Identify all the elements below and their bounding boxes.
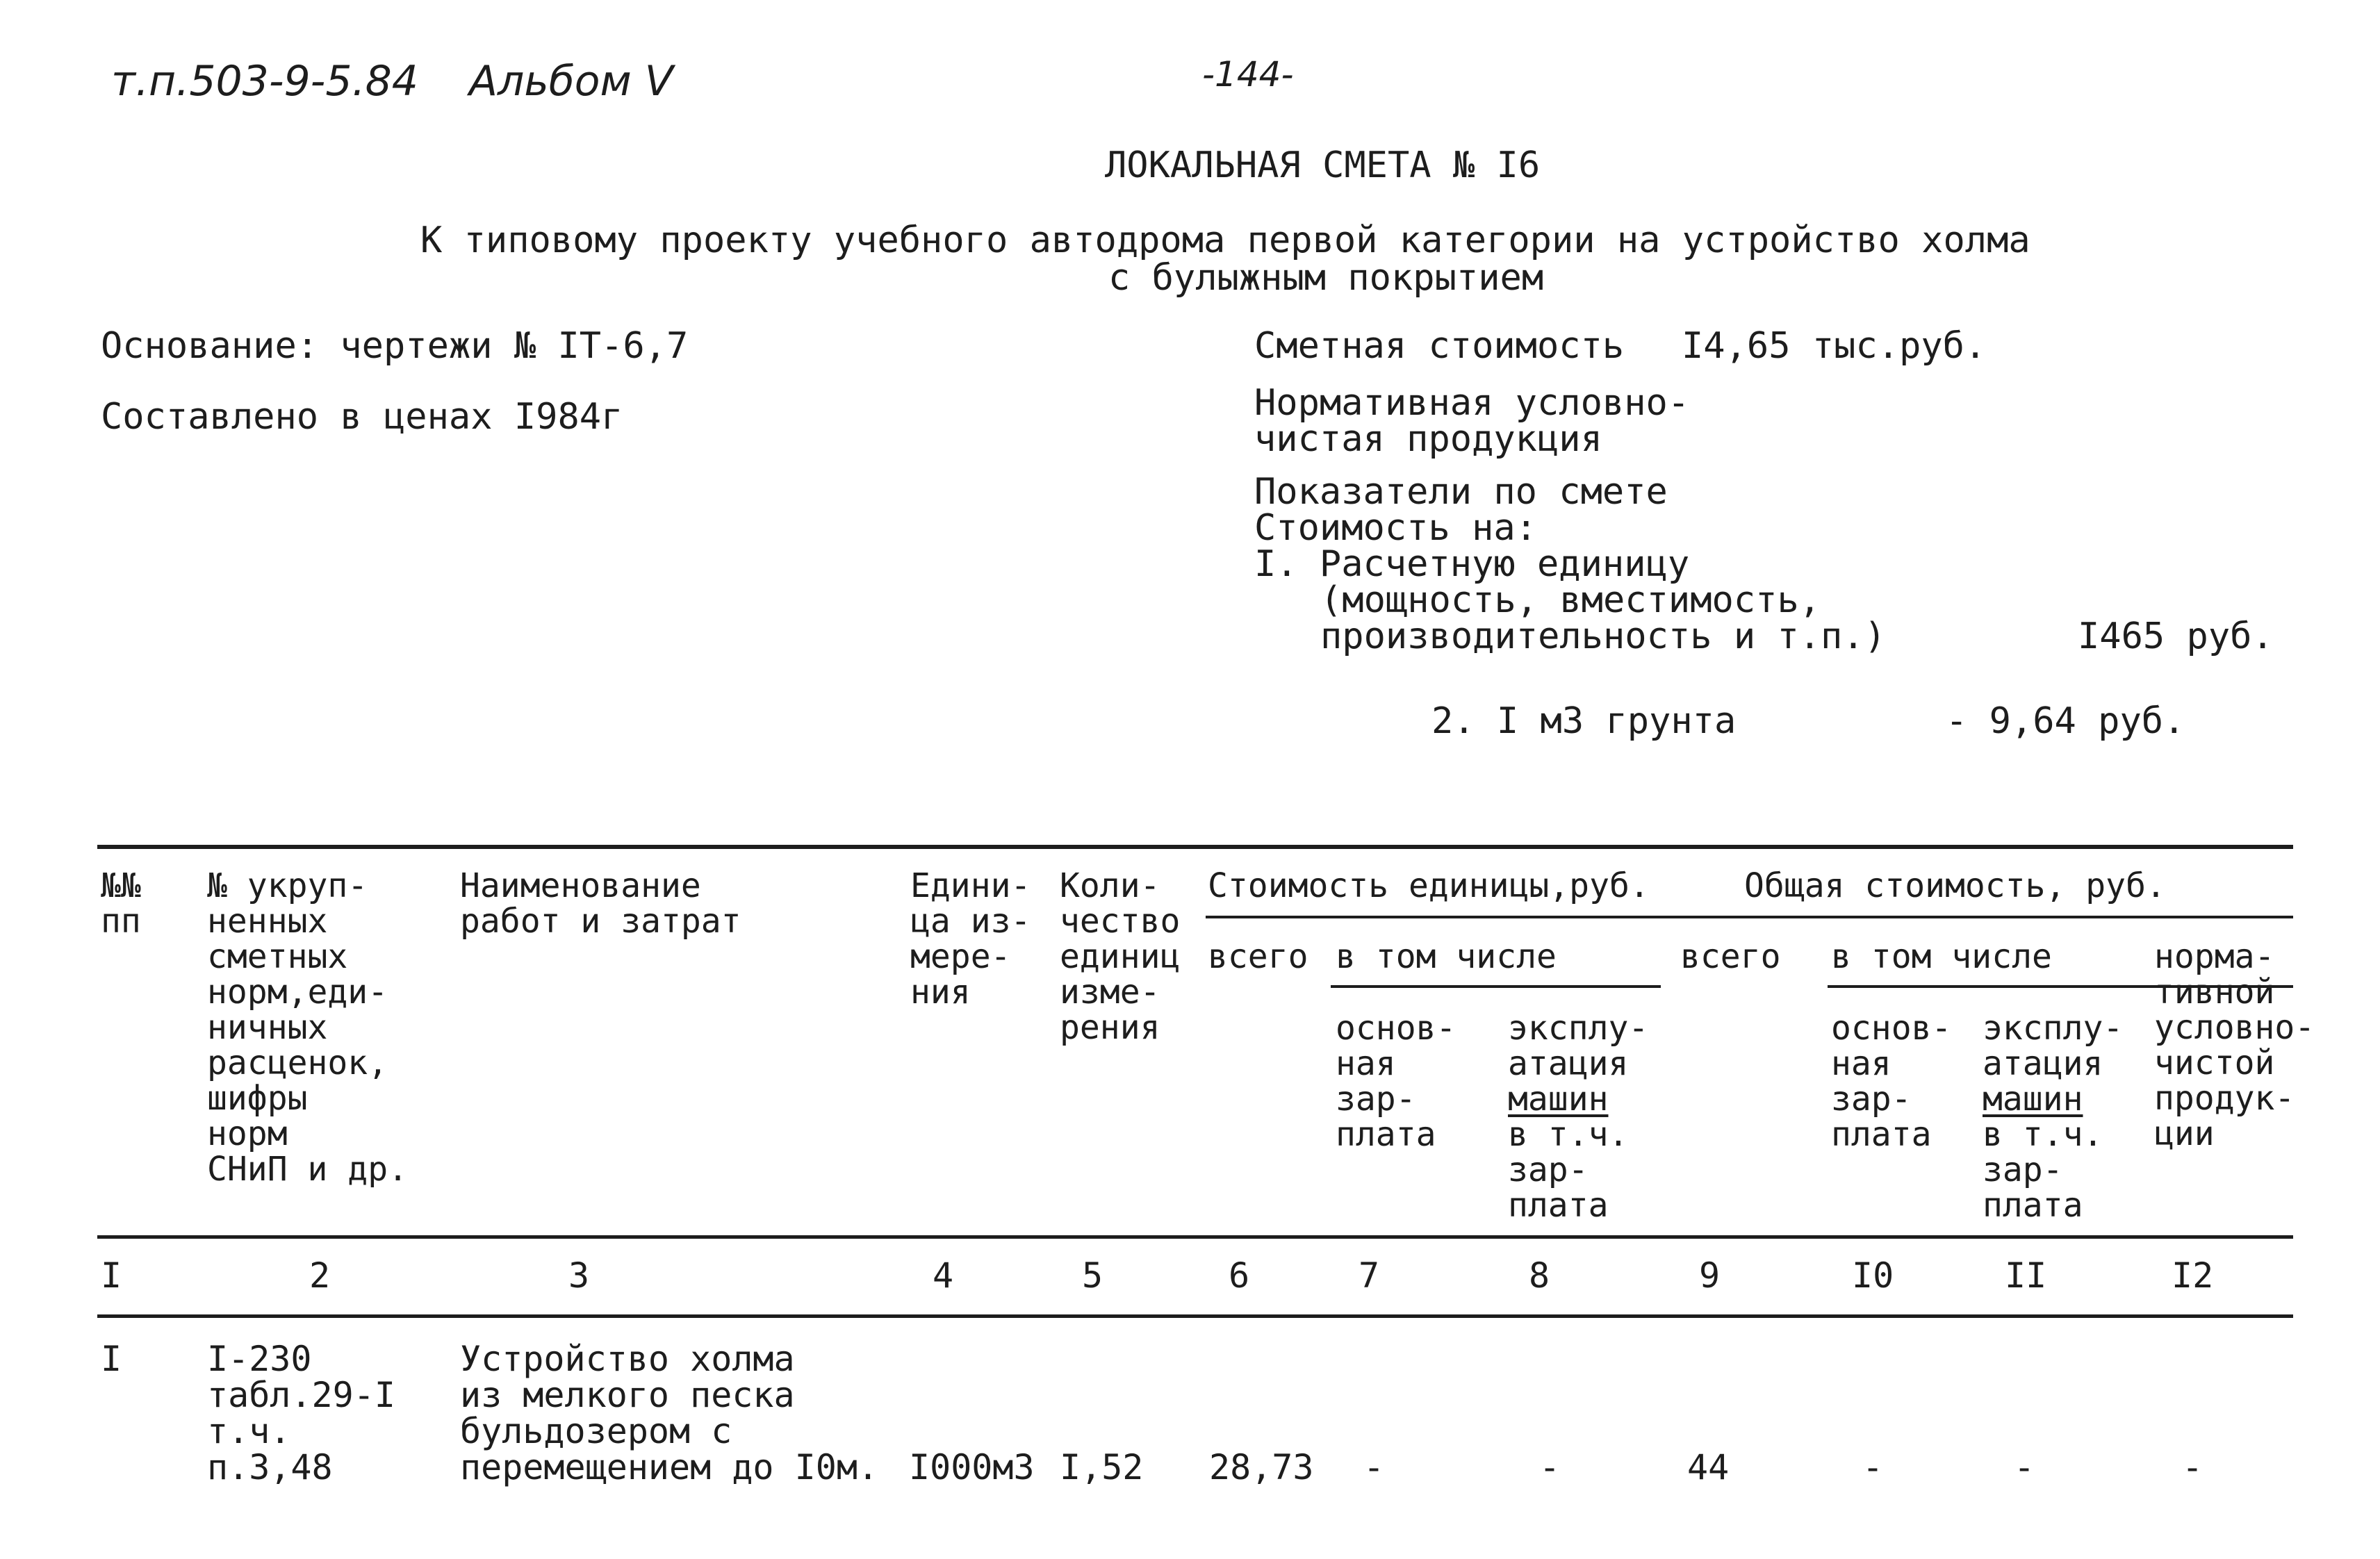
col-number-2: 2 [309, 1255, 331, 1296]
page-number: -144- [1202, 54, 1294, 94]
column-number-rule [97, 1314, 2293, 1318]
row-unit-machines: - [1539, 1447, 1561, 1487]
row-work-name: Устройство холма из мелкого песка бульдозером с перемещением до I0м. [460, 1339, 879, 1487]
normative-line-1: Нормативная условно- [1254, 382, 1690, 424]
col-header-total-machines-b: машин [1983, 1080, 2083, 1119]
subtitle-line-1: К типовому проекту учебного автодрома первой категории на устройство холма [420, 220, 2030, 261]
col-number-8: 8 [1529, 1255, 1550, 1296]
row-total-cost: 44 [1687, 1447, 1730, 1487]
col-number-9: 9 [1699, 1255, 1721, 1296]
col-header-total-machines-c: в т.ч. зар- плата [1983, 1115, 2103, 1225]
unit-cost-value: I465 руб. [2078, 616, 2274, 657]
col-header-total-wage: основ- ная зар- плата [1831, 1009, 1952, 1154]
col-header-unit-machines-b: машин [1508, 1080, 1609, 1119]
album-label: Альбом V [469, 57, 673, 106]
indicators-line-2: Стоимость на: [1254, 507, 1537, 549]
col-number-10: I0 [1852, 1255, 1894, 1296]
unit-incl-rule [1331, 985, 1661, 988]
row-quantity: I,52 [1060, 1447, 1144, 1487]
unit-cost-line-2: (мощность, вместимость, [1320, 579, 1821, 621]
col-number-1: I [101, 1255, 122, 1296]
col-header-total-machines-a: эксплу- атация [1983, 1009, 2124, 1083]
row-unit-wage: - [1363, 1447, 1385, 1487]
col-header-unit-machines-c: в т.ч. зар- плата [1508, 1115, 1629, 1225]
row-total-machines: - [2014, 1447, 2035, 1487]
unit-cost-line-3: производительность и т.п.) [1320, 616, 1886, 657]
cost-group-rule [1206, 916, 2293, 918]
row-unit-cost-total: 28,73 [1209, 1447, 1314, 1487]
col-header-total-including: в том числе [1831, 937, 2052, 976]
basis-text: Основание: чертежи № IТ-6,7 [101, 325, 689, 367]
col-number-12: I2 [2172, 1255, 2214, 1296]
col-header-quantity: Коли- чество единиц изме- рения [1060, 866, 1181, 1047]
header-bottom-rule [97, 1235, 2293, 1239]
col-number-6: 6 [1229, 1255, 1250, 1296]
normative-line-2: чистая продукция [1254, 418, 1602, 460]
row-total-wage: - [1862, 1447, 1884, 1487]
col-header-norms: № укруп- ненных сметных норм,еди- ничных расценок, шифры норм СНиП и др. [207, 866, 408, 1189]
col-header-total-all: всего [1680, 937, 1781, 976]
prices-text: Составлено в ценах I984г [101, 396, 623, 438]
estimated-cost-label: Сметная стоимость [1254, 325, 1625, 367]
col-header-unit-including: в том числе [1336, 937, 1557, 976]
col-header-unit-wage: основ- ная зар- плата [1336, 1009, 1456, 1154]
row-norm-code: I-230 табл.29-I т.ч. п.3,48 [207, 1339, 395, 1487]
row-number: I [101, 1339, 122, 1379]
col-number-4: 4 [933, 1255, 954, 1296]
col-header-normative: норма- тивной условно- чистой продук- ции [2154, 937, 2315, 1153]
subtitle-line-2: с булыжным покрытием [1108, 257, 1544, 299]
row-unit: I000м3 [909, 1447, 1035, 1487]
col-header-name: Наименование работ и затрат [460, 866, 741, 941]
col-header-number: №№ пп [101, 866, 141, 941]
col-number-3: 3 [568, 1255, 590, 1296]
col-header-unit: Едини- ца из- мере- ния [910, 866, 1031, 1012]
col-header-unit-machines-a: эксплу- атация [1508, 1009, 1649, 1083]
table-top-rule [97, 845, 2293, 849]
album-reference: т.п.503-9-5.84 [111, 57, 418, 106]
soil-cost-value: - 9,64 руб. [1946, 700, 2185, 742]
document-title: ЛОКАЛЬНАЯ СМЕТА № I6 [1105, 145, 1541, 186]
row-normative: - [2182, 1447, 2203, 1487]
estimated-cost-value: I4,65 тыс.руб. [1682, 325, 1987, 367]
indicators-line-1: Показатели по смете [1254, 471, 1668, 513]
col-number-5: 5 [1082, 1255, 1103, 1296]
soil-cost-label: 2. I м3 грунта [1431, 700, 1737, 742]
col-number-11: II [2005, 1255, 2047, 1296]
unit-cost-line-1: I. Расчетную единицу [1254, 543, 1690, 585]
col-header-unit-cost: Стоимость единицы,руб. [1208, 866, 1650, 905]
col-number-7: 7 [1359, 1255, 1380, 1296]
total-incl-rule [1828, 985, 2106, 988]
col-header-total-cost: Общая стоимость, руб. [1744, 866, 2166, 905]
col-header-unit-all: всего [1208, 937, 1308, 976]
